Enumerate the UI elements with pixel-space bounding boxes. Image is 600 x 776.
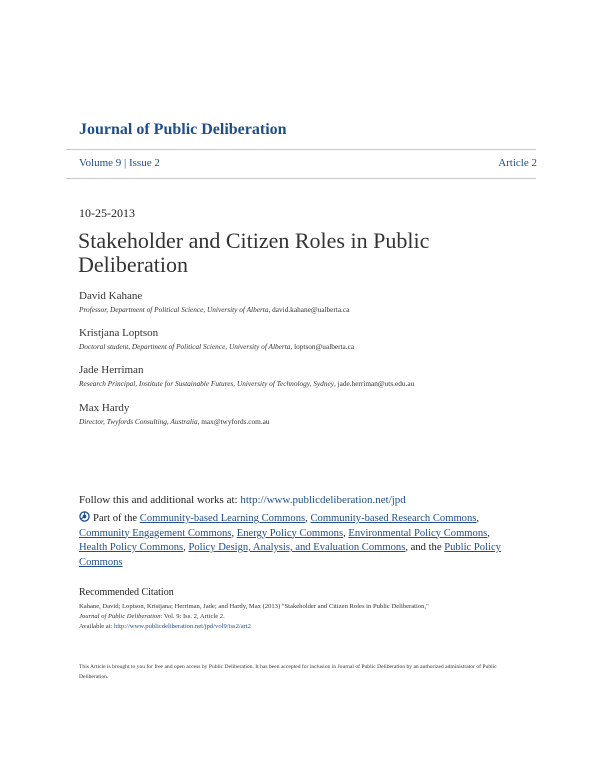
issue-separator: | — [124, 157, 127, 169]
commons-link[interactable]: Energy Policy Commons — [236, 527, 344, 539]
author-role: Professor, Department of Political Science, University of Alberta — [79, 305, 269, 314]
author-email: jade.herriman@uts.edu.au — [337, 379, 415, 388]
recommended-citation-heading: Recommended Citation — [79, 587, 174, 598]
citation-journal: Journal of Public Deliberation — [79, 613, 161, 620]
commons-link[interactable]: Community-based Research Commons — [310, 513, 477, 524]
volume-link[interactable]: Volume 9 — [79, 157, 122, 169]
commons-link[interactable]: Community Engagement Commons — [79, 527, 232, 539]
commons-link[interactable]: Community-based Learning Commons — [139, 513, 306, 524]
commons-link[interactable]: Health Policy Commons — [79, 542, 184, 553]
author-email: david.kahane@ualberta.ca — [272, 305, 350, 314]
article-title-line-2: Deliberation — [78, 252, 188, 277]
citation-volume: : Vol. 9: Iss. 2, Article 2. — [160, 613, 225, 620]
citation-line-1: Kahane, David; Loptson, Kristjana; Herriman, Jade; and Hardy, Max (2013) "Stakeholder and Citizen Roles in Public Deliberation," — [79, 603, 429, 610]
author-name: David Kahane — [79, 290, 143, 302]
header-divider-top — [66, 149, 536, 150]
article-url-link[interactable]: http://www.publicdeliberation.net/jpd/vol9/iss2/art2 — [114, 623, 251, 630]
commons-separator: , — [487, 527, 490, 539]
author-email: max@twyfords.com.au — [201, 417, 270, 426]
author-name: Jade Herriman — [79, 364, 144, 376]
author-role: Doctoral student, Department of Political Science, University of Alberta — [79, 342, 291, 351]
publication-date: 10-25-2013 — [79, 206, 135, 220]
recommended-citation-body — [79, 602, 519, 632]
author-name: Max Hardy — [79, 402, 130, 414]
header-divider-bottom — [66, 178, 536, 179]
commons-separator: , — [476, 513, 480, 524]
commons-separator: , — [231, 527, 237, 539]
author-role: Research Principal, Institute for Sustainable Futures, University of Technology, Sydney — [79, 379, 334, 388]
commons-and-the: , and the — [405, 542, 445, 553]
commons-separator: , — [305, 513, 311, 524]
author-affiliation: Professor, Department of Political Science, University of Alberta, david.kahane@ualberta.ca — [79, 305, 350, 314]
commons-link[interactable]: Environmental Policy Commons — [348, 527, 488, 539]
open-access-note: This Article is brought to you for free and open access by Public Deliberation. It has been accepted for inclusion in Journal of Public Deliberation by an authorized administrator of Public Deliberation. — [79, 664, 497, 680]
article-title — [78, 229, 498, 277]
author-affiliation: Director, Twyfords Consulting, Australia, max@twyfords.com.au — [79, 417, 270, 426]
issue-line — [79, 157, 160, 169]
repository-link[interactable]: http://www.publicdeliberation.net/jpd — [240, 494, 406, 506]
commons-link[interactable]: Public Policy Commons — [79, 542, 501, 568]
article-title-line-1: Stakeholder and Citizen Roles in Public — [78, 228, 430, 253]
commons-link[interactable]: Policy Design, Analysis, and Evaluation Commons — [188, 542, 406, 553]
journal-title-link[interactable]: Journal of Public Deliberation — [79, 121, 287, 138]
article-link[interactable]: Article 2 — [498, 157, 537, 169]
part-of-prefix: Part of the — [93, 513, 140, 524]
commons-separator: , — [183, 542, 189, 553]
author-affiliation: Research Principal, Institute for Sustainable Futures, University of Technology, Sydney, jade.herriman@uts.edu.au — [79, 379, 415, 388]
author-name: Kristjana Loptson — [79, 327, 159, 339]
bepress-network-icon — [79, 511, 90, 522]
author-role: Director, Twyfords Consulting, Australia — [79, 417, 198, 426]
author-affiliation: Doctoral student, Department of Political Science, University of Alberta, loptson@ualberta.ca — [79, 342, 355, 351]
author-block — [79, 364, 414, 388]
follow-line — [79, 494, 406, 506]
author-block — [79, 327, 354, 351]
commons-separator: , — [343, 527, 349, 539]
author-block — [79, 290, 349, 314]
issue-link[interactable]: Issue 2 — [128, 157, 160, 169]
available-label: Available at: — [79, 623, 115, 630]
follow-text: Follow this and additional works at: — [79, 494, 241, 506]
author-block — [79, 402, 270, 426]
part-of-commons — [79, 511, 519, 570]
author-email: loptson@ualberta.ca — [294, 342, 355, 351]
